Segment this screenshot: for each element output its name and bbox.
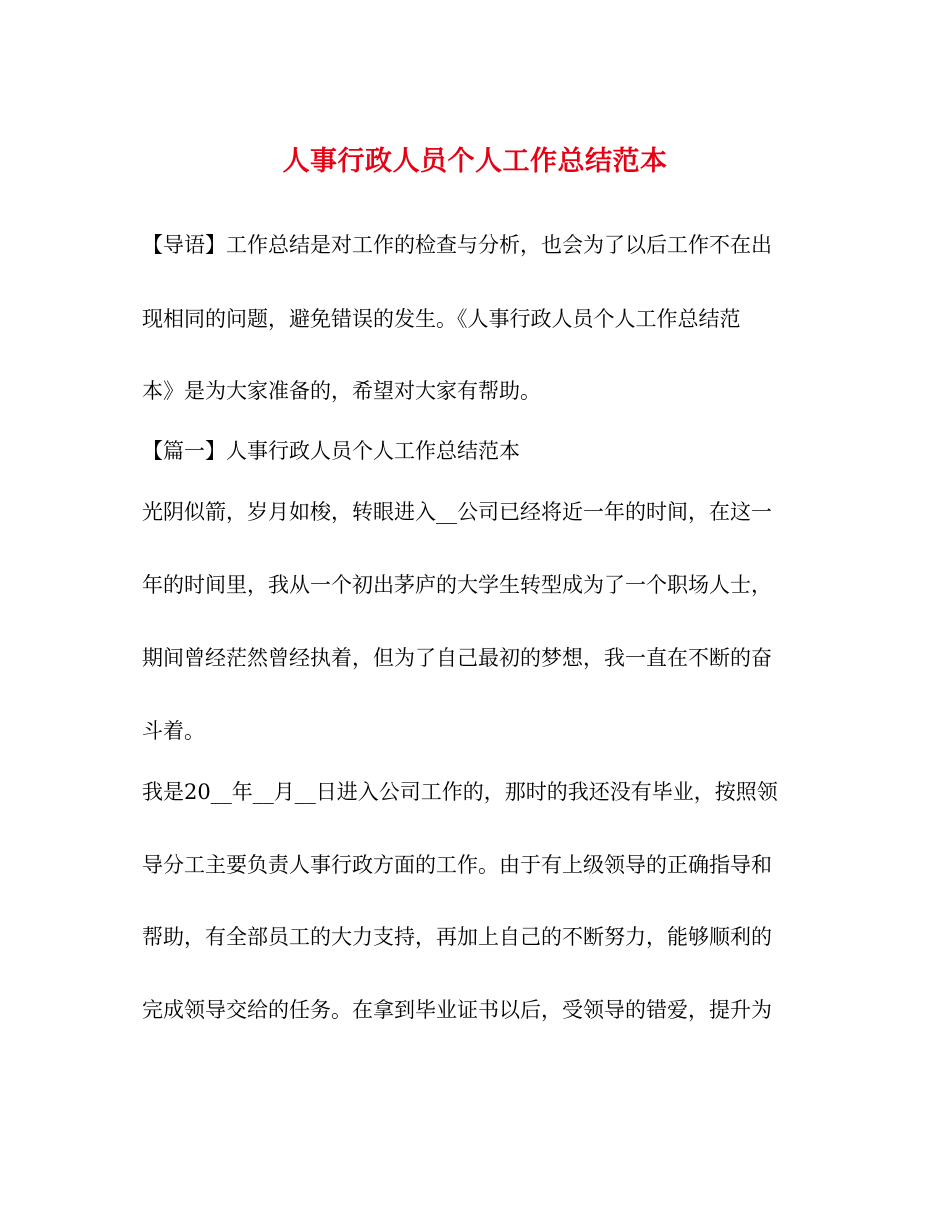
paragraph-line: 现相同的问题，避免错误的发生。《人事行政人员个人工作总结范 <box>142 307 741 331</box>
paragraph-line: 我是20__年__月__日进入公司工作的，那时的我还没有毕业，按照领 <box>142 780 778 804</box>
paragraph-line: 完成领导交给的任务。在拿到毕业证书以后，受领导的错爱，提升为 <box>142 998 772 1022</box>
paragraph-line: 年的时间里，我从一个初出茅庐的大学生转型成为了一个职场人士， <box>142 573 772 597</box>
paragraph-line: 斗着。 <box>142 719 205 743</box>
paragraph-line: 本》是为大家准备的，希望对大家有帮助。 <box>142 379 541 403</box>
paragraph-line: 导分工主要负责人事行政方面的工作。由于有上级领导的正确指导和 <box>142 853 772 877</box>
document-title: 人事行政人员个人工作总结范本 <box>282 146 668 177</box>
paragraph-line: 光阴似箭，岁月如梭，转眼进入__公司已经将近一年的时间，在这一 <box>142 500 772 524</box>
paragraph-line: 【导语】工作总结是对工作的检查与分析，也会为了以后工作不在出 <box>142 233 772 257</box>
section-heading: 【篇一】人事行政人员个人工作总结范本 <box>142 439 520 463</box>
paragraph-line: 帮助，有全部员工的大力支持，再加上自己的不断努力，能够顺利的 <box>142 925 772 949</box>
paragraph-line: 期间曾经茫然曾经执着，但为了自己最初的梦想，我一直在不断的奋 <box>142 646 772 670</box>
